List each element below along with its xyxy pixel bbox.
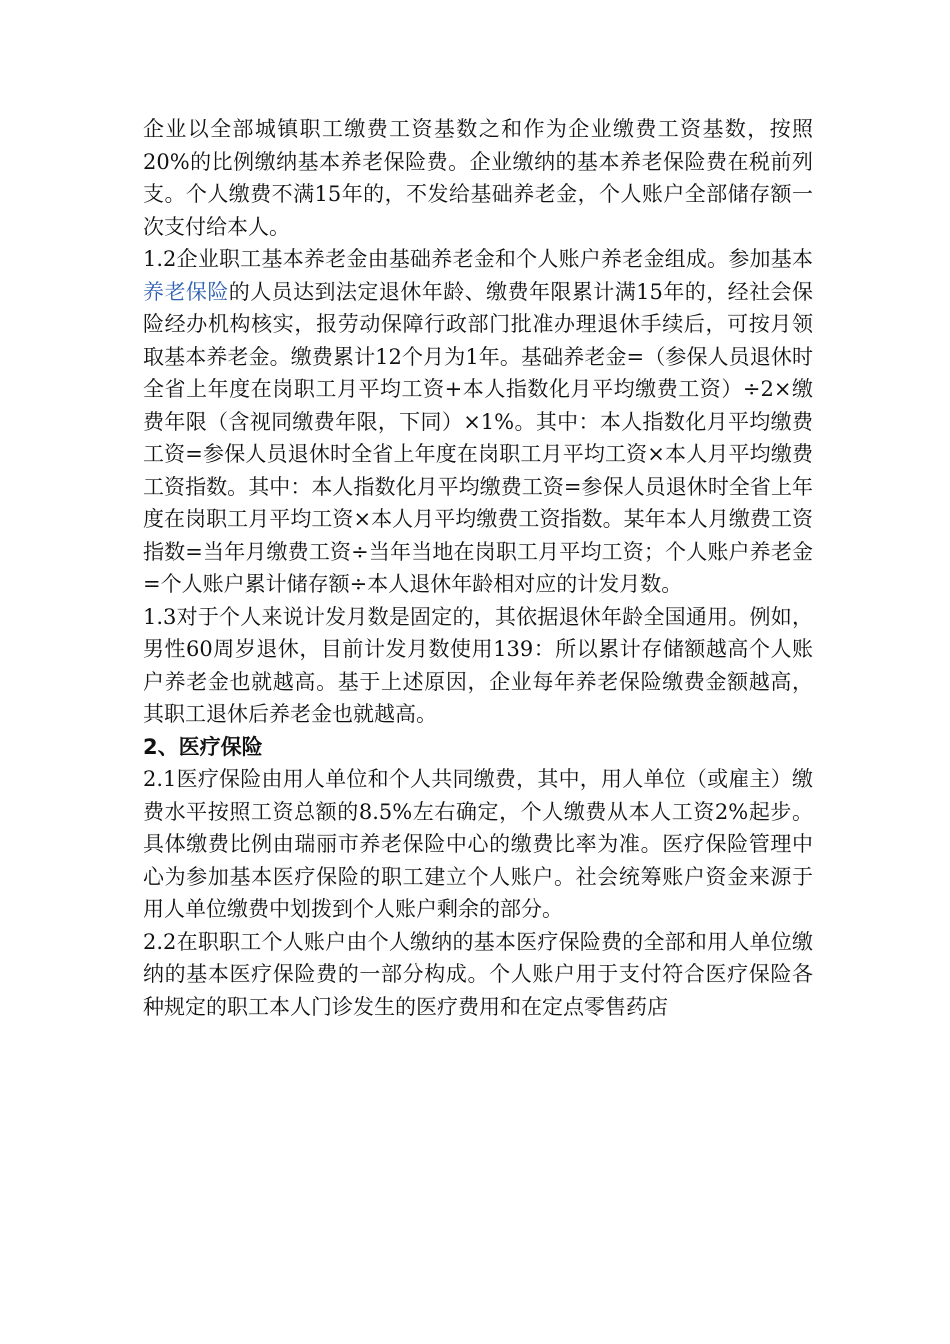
paragraph-medical-2-1: 2.1医疗保险由用人单位和个人共同缴费，其中，用人单位（或雇主）缴费水平按照工资总额的8.5%左右确定，个人缴费从本人工资2%起步。具体缴费比例由瑞丽市养老保险中心的缴费比率为准。医疗保险管理中心为参加基本医疗保险的职工建立个人账户。社会统筹账户资金来源于用人单位缴费中划拨到个人账户剩余的部分。 — [143, 767, 813, 921]
paragraph-pension-base: 企业以全部城镇职工缴费工资基数之和作为企业缴费工资基数，按照20%的比例缴纳基本养老保险费。企业缴纳的基本养老保险费在税前列支。个人缴费不满15年的，不发给基础养老金，个人账户全部储存额一次支付给本人。 — [143, 117, 813, 239]
pension-insurance-link[interactable]: 养老保险 — [143, 279, 229, 304]
paragraph-pension-1-3: 1.3对于个人来说计发月数是固定的，其依据退休年龄全国通用。例如，男性60周岁退休，目前计发月数使用139：所以累计存储额越高个人账户养老金也就越高。基于上述原因，企业每年养老保险缴费金额越高，其职工退休后养老金也就越高。 — [143, 604, 813, 726]
document-page — [143, 113, 813, 1023]
paragraph-pension-1-2-text-b: 的人员达到法定退休年龄、缴费年限累计满15年的，经社会保险经办机构核实，报劳动保障行政部门批准办理退休手续后，可按月领取基本养老金。缴费累计12个月为1年。基础养老金=（参保人员退休时全省上年度在岗职工月平均工资+本人指数化月平均缴费工资）÷2×缴费年限（含视同缴费年限，下同）×1%。其中：本人指数化月平均缴费工资=参保人员退休时全省上年度在岗职工月平均工资×本人月平均缴费工资指数。其中：本人指数化月平均缴费工资=参保人员退休时全省上年度在岗职工月平均工资×本人月平均缴费工资指数。某年本人月缴费工资指数=当年月缴费工资÷当年当地在岗职工月平均工资；个人账户养老金=个人账户累计储存额÷本人退休年龄相对应的计发月数。 — [143, 279, 813, 596]
paragraph-medical-2-2: 2.2在职职工个人账户由个人缴纳的基本医疗保险费的全部和用人单位缴纳的基本医疗保险费的一部分构成。个人账户用于支付符合医疗保险各种规定的职工本人门诊发生的医疗费用和在定点零售药店 — [143, 929, 813, 1019]
paragraph-pension-1-2-text-a: 1.2企业职工基本养老金由基础养老金和个人账户养老金组成。参加基本 — [143, 247, 813, 271]
section-heading-medical: 2、医疗保险 — [143, 734, 263, 759]
paragraph-pension-1-2 — [143, 243, 813, 601]
